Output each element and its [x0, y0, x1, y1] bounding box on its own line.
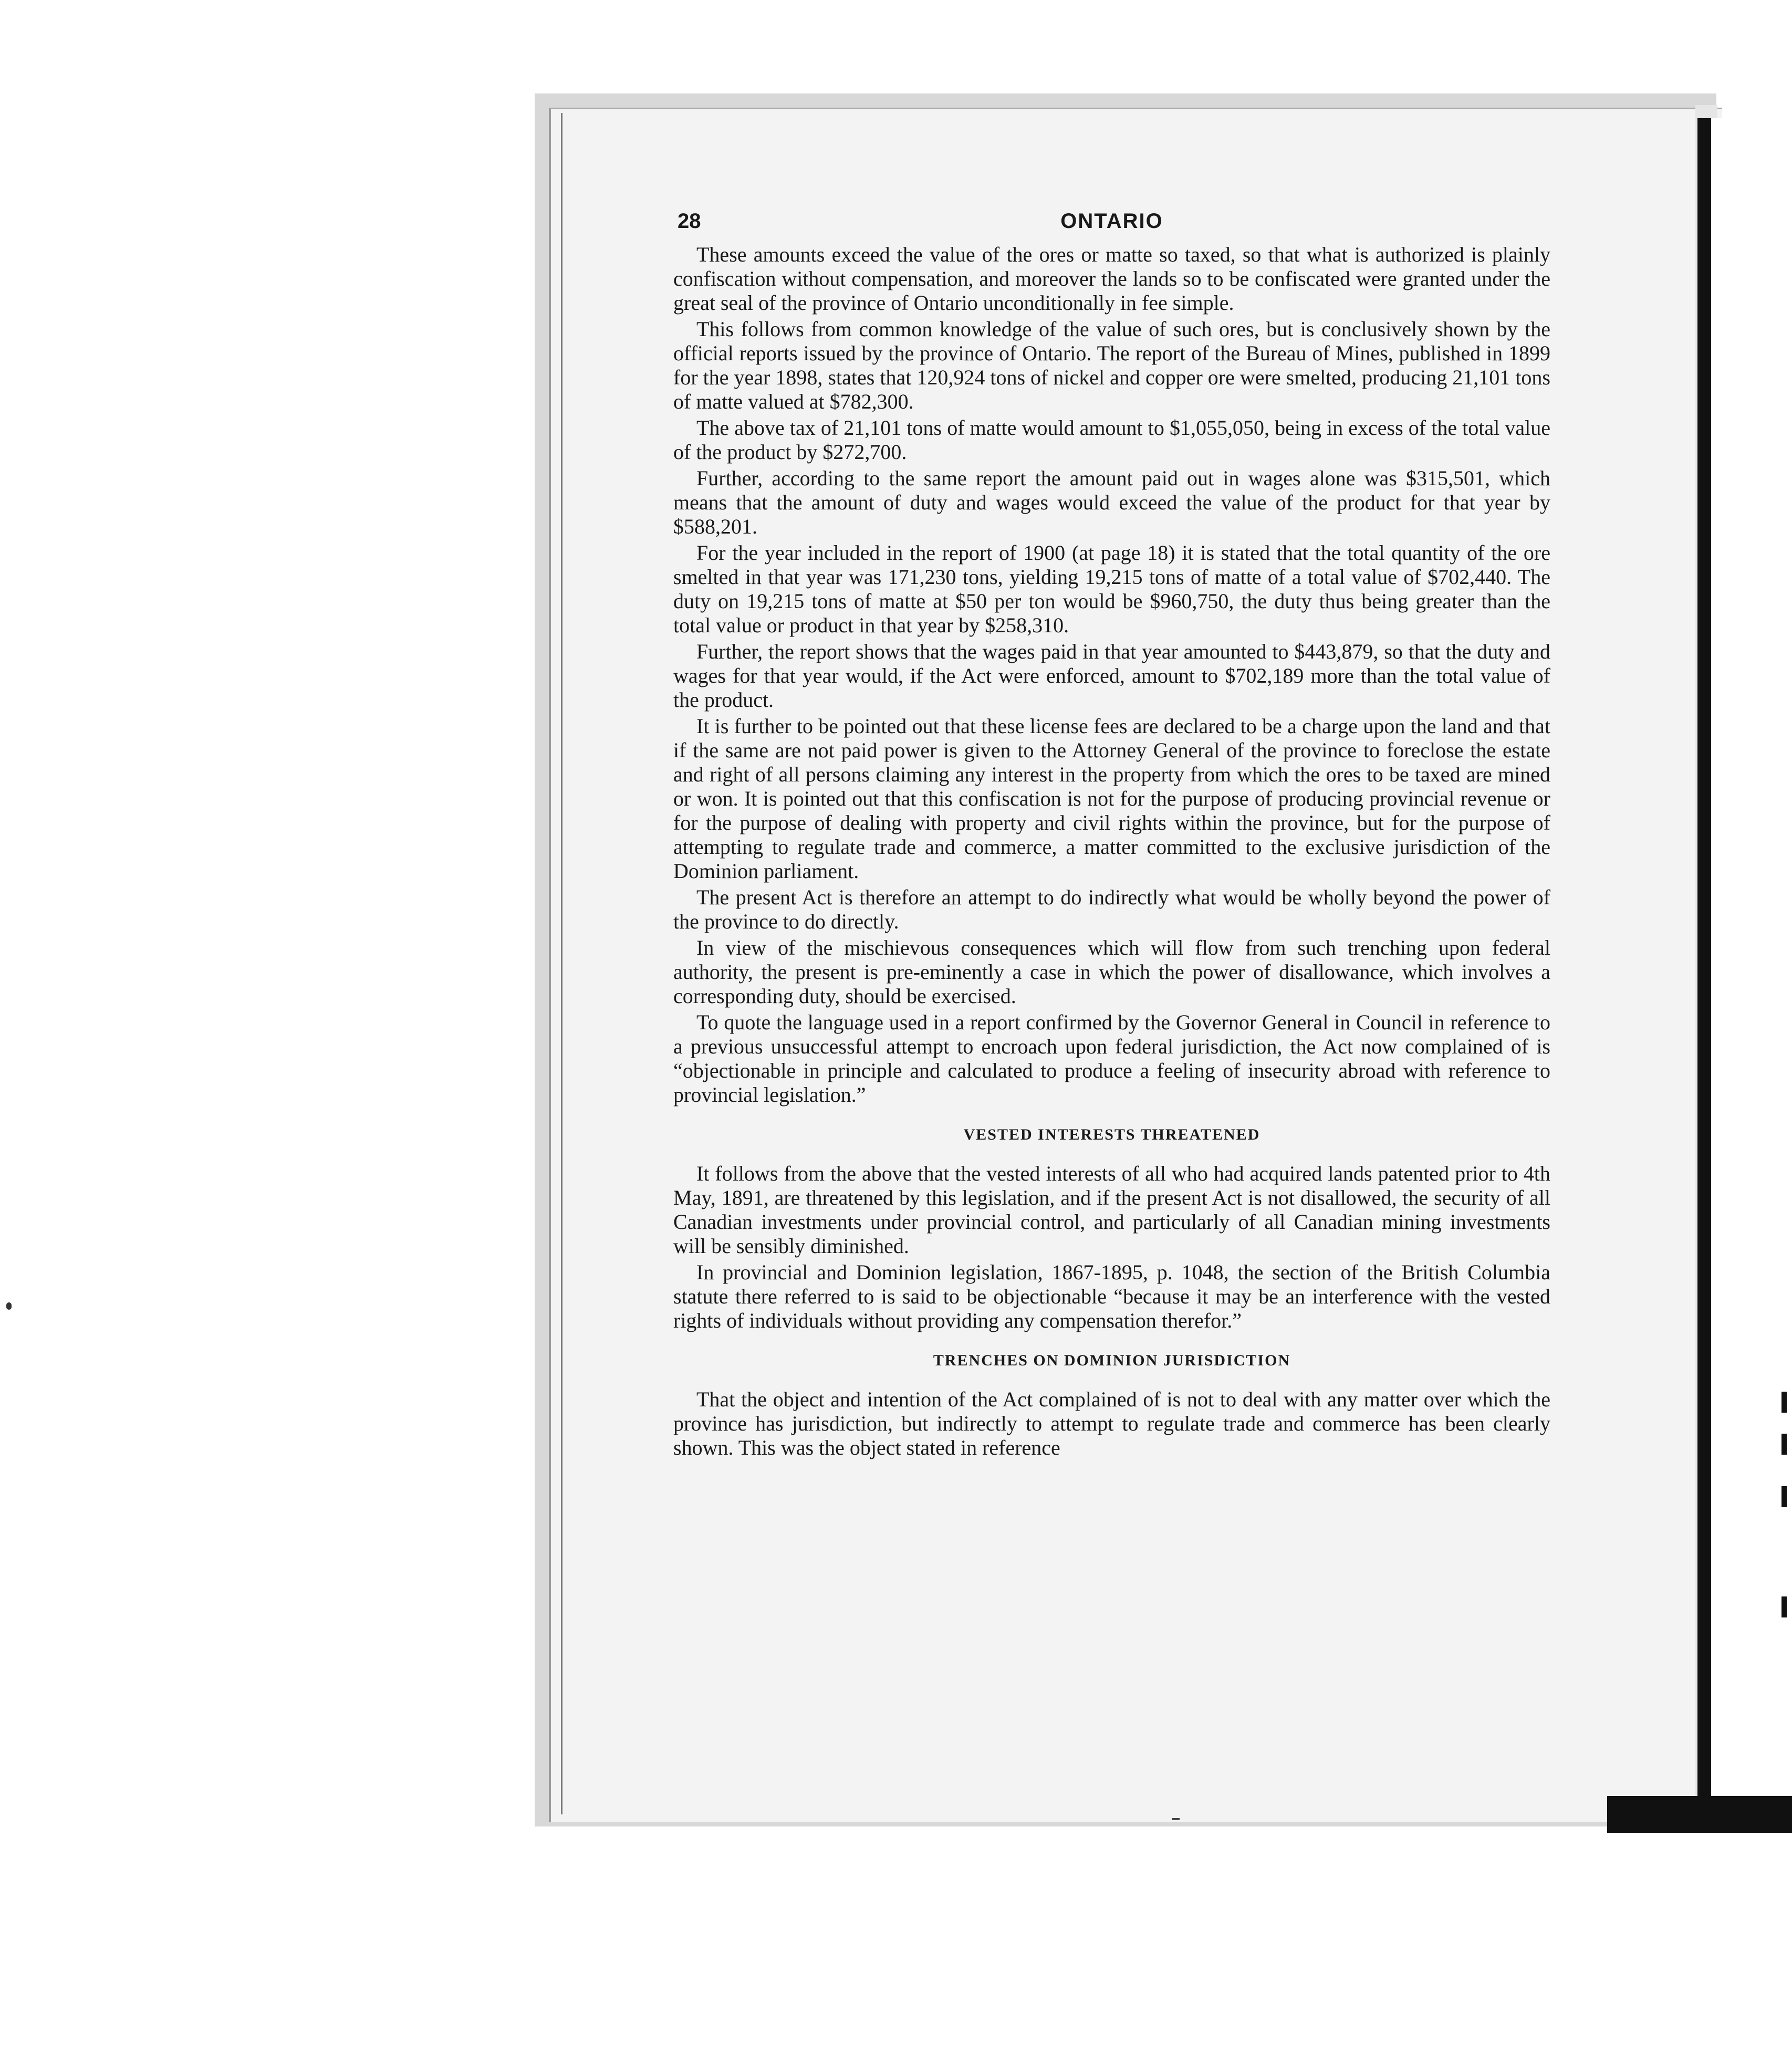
paragraph: For the year included in the report of 1900 (at page 18) it is stated that the total quantity of the ore smelted in that year was 171,230 tons, yielding 19,215 tons of matte of a total value of $702,440. The duty on 19,215 tons of matte at $50 per ton would be $960,750, the duty thus being greater than the total value or product in that year by $258,310. [673, 541, 1550, 637]
section-heading-vested-interests: VESTED INTERESTS THREATENED [963, 1126, 1260, 1143]
paragraph: In provincial and Dominion legislation, 1867-1895, p. 1048, the section of the British Columbia statute there referred to is said to be objectionable “because it may be an interference with the vested rights of individuals without providing any compensation therefor.” [673, 1260, 1550, 1332]
scan-speck [1172, 1818, 1180, 1820]
paragraph: The above tax of 21,101 tons of matte would amount to $1,055,050, being in excess of the total value of the product by $272,700. [673, 416, 1550, 464]
edge-tick [1781, 1596, 1787, 1617]
bottom-scan-border [1607, 1796, 1792, 1833]
paragraph: The present Act is therefore an attempt to do indirectly what would be wholly beyond the power of the province to do directly. [673, 885, 1550, 933]
section-heading-trenches: TRENCHES ON DOMINION JURISDICTION [933, 1352, 1291, 1369]
paragraph: It is further to be pointed out that these license fees are declared to be a charge upon the land and that if the same are not paid power is given to the Attorney General of the province to foreclose the estate and right of all persons claiming any interest in the property from which the ores to be taxed are mined or won. It is pointed out that this confiscation is not for the purpose of producing provincial revenue or for the purpose of dealing with property and civil rights within the province, but for the purpose of attempting to regulate trade and commerce, a matter committed to the exclusive jurisdiction of the Dominion parliament. [673, 714, 1550, 883]
scan-speck [6, 1302, 12, 1310]
paragraph: Further, according to the same report the amount paid out in wages alone was $315,501, which means that the amount of duty and wages would exceed the value of the product for that year by $588,201. [673, 466, 1550, 538]
page-title: ONTARIO [1060, 210, 1163, 233]
edge-tick [1781, 1434, 1787, 1455]
right-scan-border [1697, 118, 1792, 1799]
running-head [673, 204, 1550, 236]
page-text [673, 204, 1550, 1462]
paragraph: This follows from common knowledge of the value of such ores, but is conclusively shown by the official reports issued by the province of Ontario. The report of the Bureau of Mines, published in 1899 for the year 1898, states that 120,924 tons of nickel and copper ore were smelted, producing 21,101 tons of matte valued at $782,300. [673, 317, 1550, 413]
paragraph: That the object and intention of the Act complained of is not to deal with any matter over which the province has jurisdiction, but indirectly to attempt to regulate trade and commerce has been clearly shown. This was the object stated in reference [673, 1387, 1550, 1459]
paragraph: To quote the language used in a report confirmed by the Governor General in Council in reference to a previous unsuccessful attempt to encroach upon federal jurisdiction, the Act now complained of is “objectionable in principle and calculated to produce a feeling of insecurity abroad with reference to provincial legislation.” [673, 1010, 1550, 1106]
page-edge [561, 113, 562, 1814]
paragraph: Further, the report shows that the wages paid in that year amounted to $443,879, so that the duty and wages for that year would, if the Act were enforced, amount to $702,189 more than the total value of the product. [673, 640, 1550, 712]
paragraph: In view of the mischievous consequences which will flow from such trenching upon federal authority, the present is pre-eminently a case in which the power of disallowance, which involves a corresponding duty, should be exercised. [673, 936, 1550, 1008]
paragraph: It follows from the above that the vested interests of all who had acquired lands patented prior to 4th May, 1891, are threatened by this legislation, and if the present Act is not disallowed, the security of all Canadian investments under provincial control, and particularly of all Canadian mining investments will be sensibly diminished. [673, 1162, 1550, 1258]
edge-tick [1781, 1392, 1787, 1413]
edge-tick [1781, 1486, 1787, 1507]
paragraph: These amounts exceed the value of the ores or matte so taxed, so that what is authorized is plainly confiscation without compensation, and moreover the lands so to be confiscated were granted under the great seal of the province of Ontario unconditionally in fee simple. [673, 243, 1550, 315]
page-number: 28 [678, 210, 701, 233]
